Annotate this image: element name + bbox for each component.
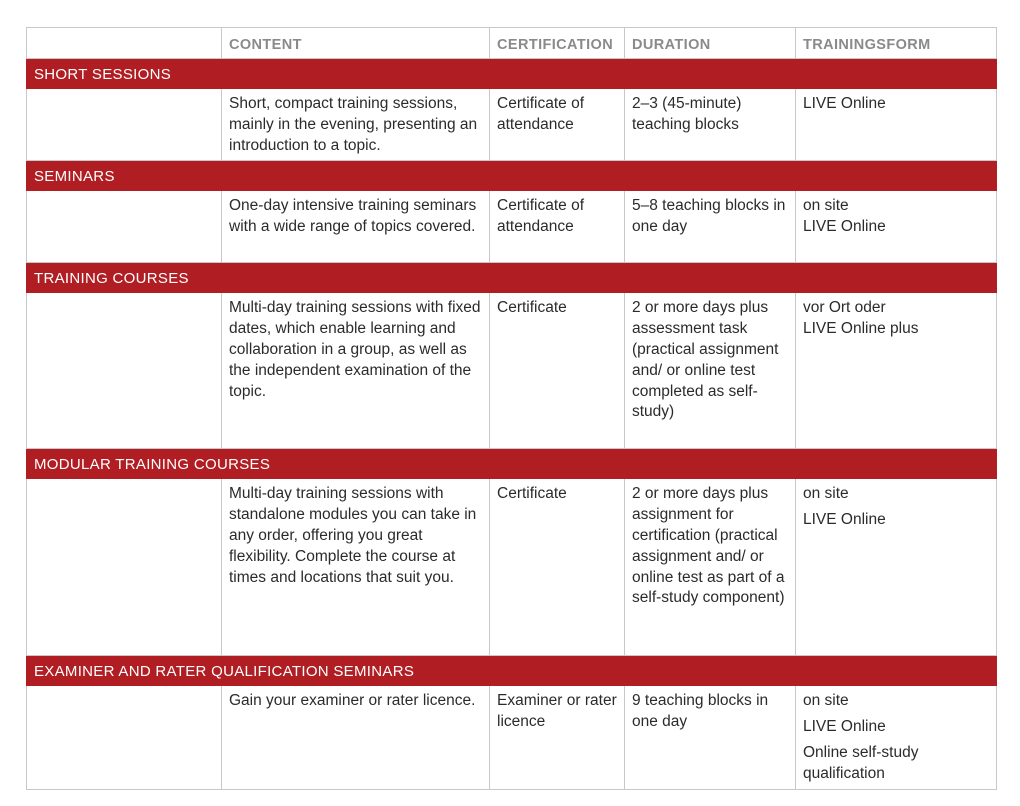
training-formats-table-wrapper: [26, 27, 996, 790]
header-trainingsform: TRAININGSFORM: [796, 28, 997, 59]
trainingsform-cell: [796, 89, 997, 161]
form-item: LIVE Online: [803, 718, 886, 736]
section-row: [27, 656, 997, 686]
table-row: [27, 293, 997, 449]
section-row: [27, 449, 997, 479]
row-blank-cell: [27, 686, 222, 789]
section-title: MODULAR TRAINING COURSES: [27, 449, 997, 479]
form-item: Online self-study qualification: [803, 743, 919, 782]
table-row: [27, 479, 997, 656]
trainingsform-cell: [796, 686, 997, 789]
form-item: LIVE Online: [803, 218, 886, 236]
content-cell: Short, compact training sessions, mainly in the evening, presenting an introduction to a topic.: [222, 89, 490, 161]
section-title: TRAINING COURSES: [27, 263, 997, 293]
training-formats-table: [26, 27, 997, 790]
duration-cell: 5–8 teaching blocks in one day: [625, 191, 796, 263]
certification-cell: Certificate: [490, 479, 625, 656]
section-title: SEMINARS: [27, 161, 997, 191]
row-blank-cell: [27, 191, 222, 263]
form-item: on site: [803, 197, 849, 215]
header-certification: CERTIFICATION: [490, 28, 625, 59]
section-title: EXAMINER AND RATER QUALIFICATION SEMINARS: [27, 656, 997, 686]
duration-cell: 2–3 (45-minute) teaching blocks: [625, 89, 796, 161]
header-duration: DURATION: [625, 28, 796, 59]
table-row: [27, 686, 997, 789]
content-cell: One-day intensive training seminars with a wide range of topics covered.: [222, 191, 490, 263]
section-row: [27, 263, 997, 293]
form-item: LIVE Online: [803, 511, 886, 529]
table-row: [27, 89, 997, 161]
form-item: on site: [803, 485, 849, 503]
row-blank-cell: [27, 293, 222, 449]
header-content: CONTENT: [222, 28, 490, 59]
header-blank-cell: [27, 28, 222, 59]
trainingsform-cell: [796, 191, 997, 263]
form-item: LIVE Online: [803, 95, 886, 112]
section-title: SHORT SESSIONS: [27, 59, 997, 89]
section-row: [27, 59, 997, 89]
trainingsform-cell: [796, 293, 997, 449]
duration-cell: 2 or more days plus assignment for certification (practical assignment and/ or online test as part of a self-study component): [625, 479, 796, 656]
trainingsform-cell: [796, 479, 997, 656]
row-blank-cell: [27, 89, 222, 161]
row-blank-cell: [27, 479, 222, 656]
content-cell: Gain your examiner or rater licence.: [222, 686, 490, 789]
certification-cell: Certificate: [490, 293, 625, 449]
certification-cell: Certificate of attendance: [490, 89, 625, 161]
certification-cell: Examiner or rater licence: [490, 686, 625, 789]
certification-cell: Certificate of attendance: [490, 191, 625, 263]
form-item: LIVE Online plus: [803, 320, 919, 338]
form-item: vor Ort oder: [803, 299, 886, 317]
form-item: on site: [803, 692, 849, 710]
content-cell: Multi-day training sessions with fixed dates, which enable learning and collaboration in a group, as well as the independent examination of the topic.: [222, 293, 490, 449]
table-header-row: [27, 28, 997, 59]
duration-cell: 2 or more days plus assessment task (practical assignment and/ or online test completed as self-study): [625, 293, 796, 449]
duration-cell: 9 teaching blocks in one day: [625, 686, 796, 789]
section-row: [27, 161, 997, 191]
content-cell: Multi-day training sessions with standalone modules you can take in any order, offering you great flexibility. Complete the course at times and locations that suit you.: [222, 479, 490, 656]
table-row: [27, 191, 997, 263]
